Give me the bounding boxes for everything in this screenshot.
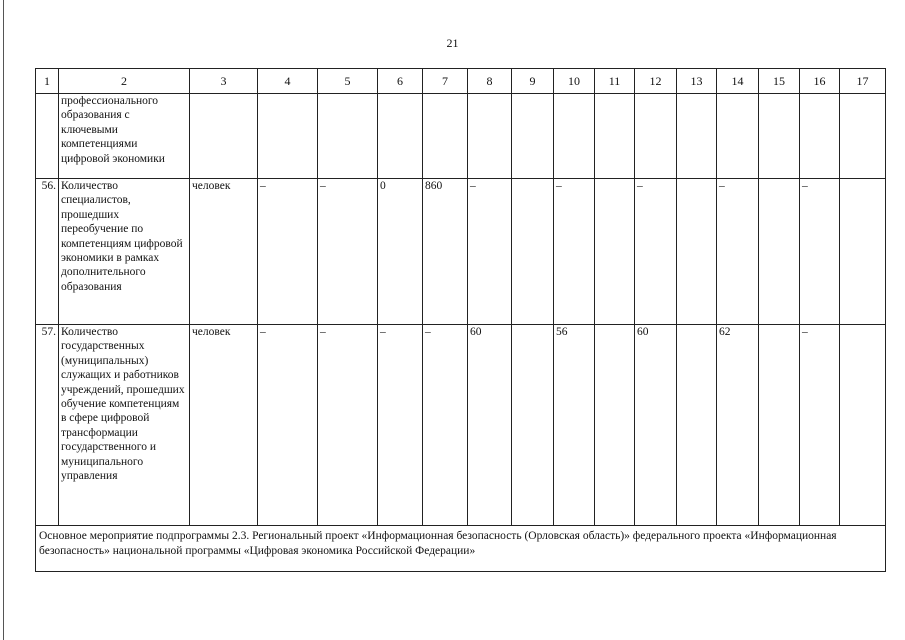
table-row [36, 179, 886, 325]
indicator-name: профессионального образования с ключевыми компетенциями цифровой экономики [59, 94, 190, 179]
value-cell [677, 94, 717, 179]
header-cell: 1 [36, 69, 59, 94]
indicator-name: Количество специалистов, прошедших переобучение по компетенциям цифровой экономики в рамках дополнительного образования [59, 179, 190, 325]
header-cell: 8 [468, 69, 512, 94]
row-number: 56. [36, 179, 59, 325]
header-cell: 10 [554, 69, 595, 94]
value-cell [378, 94, 423, 179]
value-cell [800, 94, 840, 179]
header-cell: 14 [717, 69, 759, 94]
value-cell: 860 [423, 179, 468, 325]
value-cell [759, 94, 800, 179]
header-cell: 16 [800, 69, 840, 94]
column-number-row [36, 69, 886, 94]
header-cell: 4 [258, 69, 318, 94]
value-cell: 60 [635, 325, 677, 526]
header-cell: 9 [512, 69, 554, 94]
value-cell [840, 325, 886, 526]
value-cell [840, 94, 886, 179]
page-number: 21 [446, 36, 459, 50]
unit-cell: человек [190, 179, 258, 325]
header-cell: 13 [677, 69, 717, 94]
value-cell: – [635, 179, 677, 325]
value-cell: 60 [468, 325, 512, 526]
header-cell: 7 [423, 69, 468, 94]
value-cell [595, 179, 635, 325]
value-cell [759, 179, 800, 325]
value-cell [512, 179, 554, 325]
row-number [36, 94, 59, 179]
value-cell: – [318, 325, 378, 526]
value-cell: – [258, 325, 318, 526]
value-cell: – [378, 325, 423, 526]
header-cell: 3 [190, 69, 258, 94]
value-cell [512, 325, 554, 526]
value-cell [759, 325, 800, 526]
section-heading-row [36, 526, 886, 572]
unit-cell [190, 94, 258, 179]
table-row [36, 94, 886, 179]
value-cell [595, 94, 635, 179]
value-cell [595, 325, 635, 526]
value-cell [512, 94, 554, 179]
section-heading: Основное мероприятие подпрограммы 2.3. Региональный проект «Информационная безопасность (Орловская область)» федерального проекта «Информационная безопасность» национальной программы «Цифровая экономика Российской Федерации» [36, 526, 886, 572]
value-cell [423, 94, 468, 179]
header-cell: 6 [378, 69, 423, 94]
header-cell: 17 [840, 69, 886, 94]
header-cell: 15 [759, 69, 800, 94]
indicator-name: Количество государственных (муниципальных) служащих и работников учреждений, прошедших обучение компетенциям в сфере цифровой трансформации государственного и муниципального управления [59, 325, 190, 526]
value-cell: – [423, 325, 468, 526]
value-cell: – [717, 179, 759, 325]
value-cell: – [554, 179, 595, 325]
value-cell [258, 94, 318, 179]
value-cell [554, 94, 595, 179]
value-cell [635, 94, 677, 179]
value-cell [840, 179, 886, 325]
margin-rule [3, 0, 4, 640]
value-cell [717, 94, 759, 179]
value-cell: – [800, 325, 840, 526]
header-cell: 11 [595, 69, 635, 94]
row-number: 57. [36, 325, 59, 526]
table-row [36, 325, 886, 526]
indicators-table [35, 68, 886, 572]
value-cell: – [318, 179, 378, 325]
header-cell: 2 [59, 69, 190, 94]
value-cell [677, 325, 717, 526]
unit-cell: человек [190, 325, 258, 526]
value-cell [318, 94, 378, 179]
value-cell: – [800, 179, 840, 325]
value-cell: 0 [378, 179, 423, 325]
header-cell: 5 [318, 69, 378, 94]
value-cell: 56 [554, 325, 595, 526]
header-cell: 12 [635, 69, 677, 94]
value-cell: – [468, 179, 512, 325]
value-cell: 62 [717, 325, 759, 526]
value-cell [468, 94, 512, 179]
value-cell [677, 179, 717, 325]
value-cell: – [258, 179, 318, 325]
